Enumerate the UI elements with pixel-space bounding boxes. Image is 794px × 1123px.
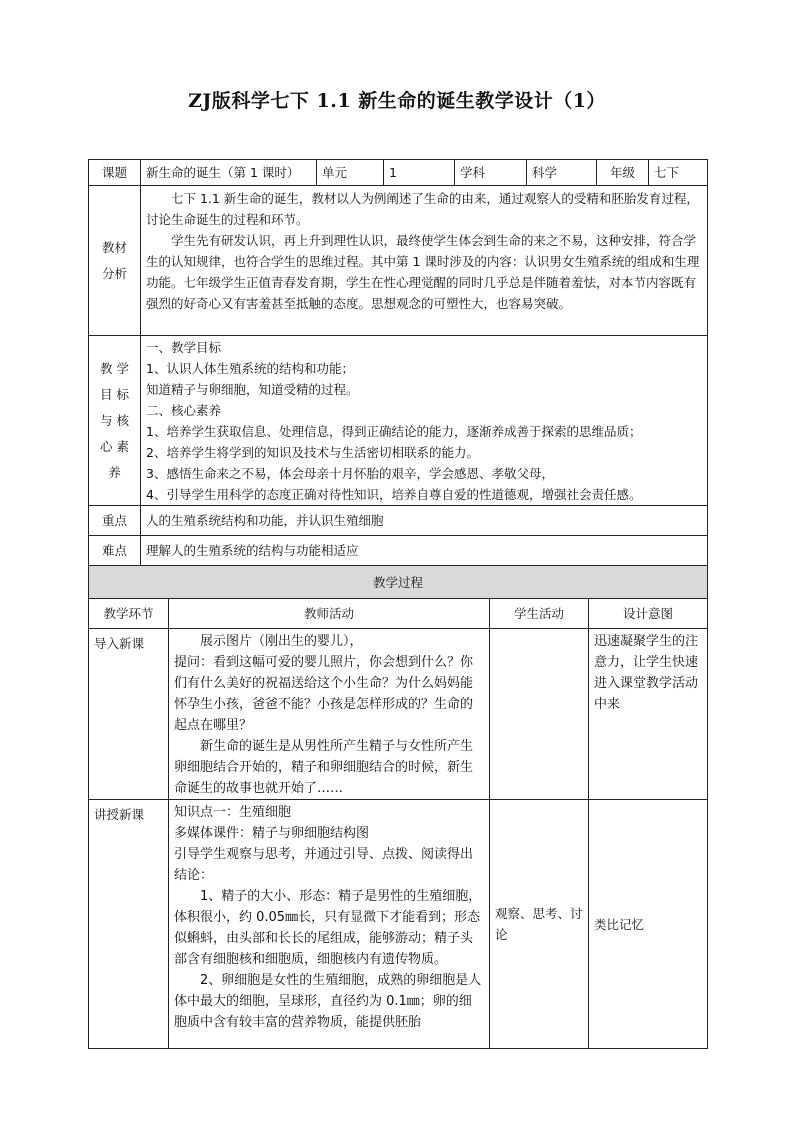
difficulty-row: [89, 536, 708, 566]
subject-label: 学科: [455, 160, 527, 186]
process-header-row: [89, 599, 708, 629]
goals-label-line: 与 核: [100, 412, 129, 428]
header-intent: 设计意图: [589, 599, 708, 629]
lecture-teacher-line: 知识点一：生殖细胞: [174, 805, 292, 820]
lecture-teacher-line: 1、精子的大小、形态：精子是男性的生殖细胞，体积很小，约 0.05㎜长，只有显微下才能看到；形态似蝌蚪，由头部和长长的尾组成，能够游动；精子头部含有细胞核和细胞质，细胞核内有遗传物质。: [174, 889, 482, 967]
analysis-label-line1: 教材: [101, 239, 127, 255]
topic-label: 课题: [89, 160, 141, 186]
key-point-text: 人的生殖系统结构和功能，并认识生殖细胞: [141, 506, 708, 536]
lecture-teacher-line: 2、卵细胞是女性的生殖细胞，成熟的卵细胞是人体中最大的细胞，呈球形，直径约为 0.1㎜；卵的细胞质中含有较丰富的营养物质，能提供胚胎: [174, 973, 482, 1030]
intro-teacher-line: 展示图片（刚出生的婴儿），: [200, 634, 363, 649]
grade-label: 年级: [597, 160, 649, 186]
key-point-row: [89, 506, 708, 536]
analysis-row: [89, 186, 708, 336]
header-stage: 教学环节: [89, 599, 169, 629]
intro-student: [490, 629, 589, 800]
goals-line: 二、核心素养: [146, 403, 222, 418]
lecture-stage: 讲授新课: [89, 800, 169, 1049]
goals-line: 一、教学目标: [146, 340, 222, 355]
subject-value: 科学: [527, 160, 597, 186]
difficulty-label: 难点: [89, 536, 141, 566]
process-title-row: [89, 566, 708, 599]
goals-label-line: 教 学: [100, 360, 129, 376]
document-title: ZJ版科学七下 1.1 新生命的诞生教学设计（1）: [188, 90, 606, 112]
difficulty-text: 理解人的生殖系统的结构与功能相适应: [141, 536, 708, 566]
grade-value: 七下: [649, 160, 708, 186]
goals-line: 1、培养学生获取信息、处理信息，得到正确结论的能力，逐渐养成善于探索的思维品质；: [146, 424, 642, 439]
unit-value: 1: [384, 160, 455, 186]
lecture-teacher-line: 引导学生观察与思考，并通过引导、点拨、阅读得出结论：: [174, 847, 474, 883]
intro-stage: 导入新课: [89, 629, 169, 800]
goals-row: [89, 336, 708, 506]
teaching-process-table: [88, 565, 708, 1049]
goals-content: [141, 336, 708, 506]
goals-line: 3、感悟生命来之不易，体会母亲十月怀胎的艰辛，学会感恩、孝敬父母，: [146, 466, 554, 481]
goals-label-line: 目 标: [100, 386, 129, 402]
intro-intent: 迅速凝聚学生的注意力，让学生快速进入课堂教学活动中来: [589, 629, 708, 800]
goals-line: 4、引导学生用科学的态度正确对待性知识，培养自尊自爱的性道德观，增强社会责任感。: [146, 487, 642, 502]
lecture-student: 观察、思考、讨论: [490, 800, 589, 1049]
lecture-teacher: [169, 800, 490, 1049]
goals-line: 知道精子与卵细胞，知道受精的过程。: [146, 382, 359, 397]
lecture-row: [89, 800, 708, 1049]
header-teacher: 教师活动: [169, 599, 490, 629]
intro-teacher-line: 提问：看到这幅可爱的婴儿照片，你会想到什么？你们有什么美好的祝福送给这个小生命？为什么妈妈能怀孕生小孩，爸爸不能？小孩是怎样形成的？生命的起点在哪里？: [174, 655, 474, 733]
analysis-label-line2: 分析: [101, 265, 127, 281]
goals-label-line: 养: [108, 464, 121, 480]
goals-line: 1、认识人体生殖系统的结构和功能；: [146, 361, 354, 376]
key-point-label: 重点: [89, 506, 141, 536]
analysis-label: [89, 186, 141, 336]
analysis-content: [141, 186, 708, 336]
intro-row: [89, 629, 708, 800]
intro-teacher-line: 新生命的诞生是从男性所产生精子与女性所产生卵细胞结合开始的，精子和卵细胞结合的时候，新生命诞生的故事也就开始了……: [174, 739, 474, 796]
topic-value: 新生命的诞生（第 1 课时）: [141, 160, 317, 186]
goals-label-line: 心 素: [100, 438, 129, 454]
intro-teacher: [169, 629, 490, 800]
goals-label: [89, 336, 141, 506]
lecture-teacher-line: 多媒体课件：精子与卵细胞结构图: [174, 826, 370, 841]
process-title: 教学过程: [89, 566, 708, 599]
goals-line: 2、培养学生将学到的知识及技术与生活密切相联系的能力。: [146, 445, 479, 460]
analysis-paragraph: 七下 1.1 新生命的诞生，教材以人为例阐述了生命的由来，通过观察人的受精和胚胎发育过程，讨论生命诞生的过程和环节。: [146, 191, 699, 227]
course-info-table: [88, 159, 708, 566]
analysis-paragraph: 学生先有研发认识，再上升到理性认识，最终使学生体会到生命的来之不易，这种安排，符合学生的认知规律，也符合学生的思维过程。其中第 1 课时涉及的内容：认识男女生殖系统的组成和生理功能。七年级学生正值青春发育期，学生在性心理觉醒的同时几乎总是伴随着羞怯，对本节内容既有强烈的好奇心又有害羞甚至抵触的态度。思想观念的可塑性大，也容易突破。: [146, 233, 700, 311]
unit-label: 单元: [317, 160, 384, 186]
lecture-intent: 类比记忆: [589, 800, 708, 1049]
header-student: 学生活动: [490, 599, 589, 629]
info-row: [89, 160, 708, 186]
